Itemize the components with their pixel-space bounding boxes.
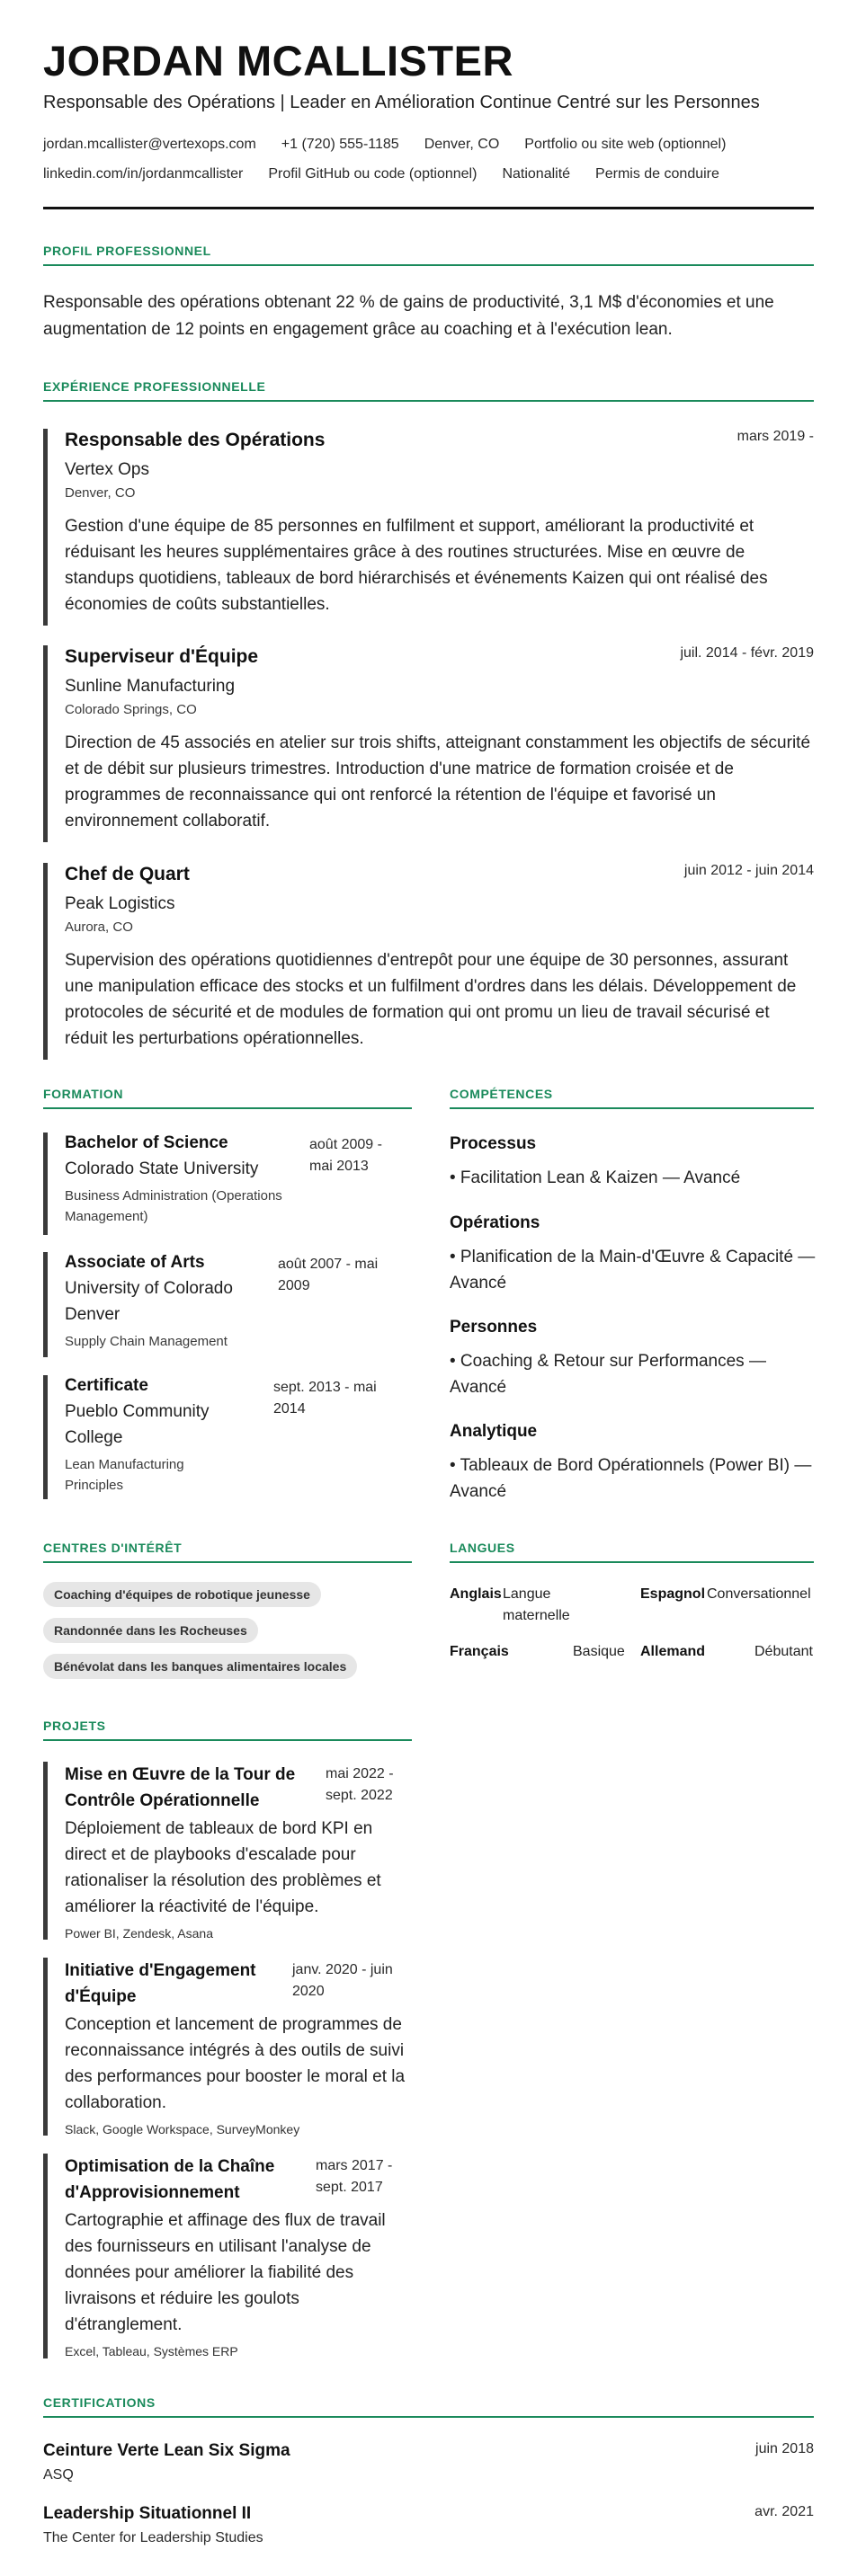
experience-item xyxy=(43,645,814,842)
cert-name: Leadership Situationnel II xyxy=(43,2504,252,2523)
project-title: Optimisation de la Chaîne d'Approvisionnement xyxy=(65,2157,275,2202)
job-description: Direction de 45 associés en atelier sur trois shifts, atteignant constamment les objectifs de sécurité et de débit sur plusieurs trimestres. Introduction d'une matrice de formation croisée et de programmes de reconnaissance qui ont renforcé la rétention de l'équipe et favorisé un environnement collaboratif. xyxy=(65,733,811,831)
project-date: janv. 2020 - juin 2020 xyxy=(292,1962,393,1999)
edu-school: Pueblo Community College xyxy=(65,1402,210,1447)
project-title: Mise en Œuvre de la Tour de Contrôle Opérationnelle xyxy=(65,1765,296,1810)
contact-github[interactable]: Profil GitHub ou code (optionnel) xyxy=(268,166,478,182)
edu-school: University of Colorado Denver xyxy=(65,1279,233,1324)
education-item xyxy=(43,1375,412,1499)
edu-degree: Bachelor of Science xyxy=(65,1133,228,1152)
job-company: Vertex Ops xyxy=(65,460,149,479)
section-title-projects: PROJETS xyxy=(43,1719,106,1733)
language-name: Français xyxy=(450,1644,509,1659)
section-title-summary: PROFIL PROFESSIONNEL xyxy=(43,244,211,258)
job-date: mars 2019 - xyxy=(736,429,814,444)
contact-row-2 xyxy=(43,166,719,182)
experience-item xyxy=(43,429,814,626)
job-date: juil. 2014 - févr. 2019 xyxy=(680,645,814,661)
job-date: juin 2012 - juin 2014 xyxy=(683,863,814,878)
project-description: Cartographie et affinage des flux de travail des fournisseurs en utilisant l'analyse de données pour améliorer la fiabilité des livraisons et réduire les goulots d'étranglement. xyxy=(65,2211,386,2334)
edu-date: août 2007 - mai 2009 xyxy=(278,1257,379,1293)
language-level: Débutant xyxy=(754,1644,813,1659)
project-tech: Power BI, Zendesk, Asana xyxy=(65,1926,213,1941)
section-divider xyxy=(450,1107,814,1109)
language-level: Langue maternelle xyxy=(503,1586,570,1623)
skill-category: Processus xyxy=(450,1134,537,1153)
experience-item xyxy=(43,863,814,1060)
header-divider xyxy=(43,207,814,209)
section-divider xyxy=(43,1739,412,1741)
job-description: Supervision des opérations quotidiennes d'entrepôt pour une équipe de 30 personnes, assurant une manipulation efficace des stocks et un fulfilment d'ordres dans les délais. Développement de protocoles de sécurité et de modules de formation qui ont promu un lieu de travail sécurisé et réduit les perturbations opérationnelles. xyxy=(65,951,797,1048)
contact-location: Denver, CO xyxy=(424,137,500,152)
edu-degree: Associate of Arts xyxy=(65,1253,205,1272)
edu-school: Colorado State University xyxy=(65,1159,259,1178)
job-company: Sunline Manufacturing xyxy=(65,677,236,696)
education-item xyxy=(43,1252,412,1357)
skill-category: Analytique xyxy=(450,1422,538,1441)
cert-issuer: ASQ xyxy=(43,2467,74,2483)
job-title: Responsable des Opérations xyxy=(65,430,326,450)
section-title-education: FORMATION xyxy=(43,1087,124,1101)
project-item xyxy=(43,2154,412,2358)
language-level: Basique xyxy=(573,1644,625,1659)
job-location: Aurora, CO xyxy=(65,919,133,935)
contact-phone[interactable]: +1 (720) 555-1185 xyxy=(281,137,399,152)
interest-tag: Randonnée dans les Rocheuses xyxy=(43,1618,258,1643)
project-item xyxy=(43,1958,412,2136)
contact-row-1 xyxy=(43,137,726,153)
edu-degree: Certificate xyxy=(65,1376,148,1395)
section-divider xyxy=(43,264,814,266)
contact-nationality: Nationalité xyxy=(502,166,571,182)
project-description: Déploiement de tableaux de bord KPI en direct et de playbooks d'escalade pour rationaliser la résolution des problèmes et améliorer la réactivité de l'équipe. xyxy=(65,1819,381,1916)
contact-portfolio[interactable]: Portfolio ou site web (optionnel) xyxy=(524,137,727,152)
section-title-interests: CENTRES D'INTÉRÊT xyxy=(43,1541,183,1555)
project-title: Initiative d'Engagement d'Équipe xyxy=(65,1961,256,2006)
skill-category: Opérations xyxy=(450,1213,540,1232)
section-divider xyxy=(43,2416,814,2418)
interest-tag: Coaching d'équipes de robotique jeunesse xyxy=(43,1582,321,1607)
headline: Responsable des Opérations | Leader en Amélioration Continue Centré sur les Personnes xyxy=(43,93,760,112)
candidate-name: JORDAN MCALLISTER xyxy=(43,37,513,84)
skill-item: • Coaching & Retour sur Performances — Avancé xyxy=(450,1352,766,1397)
education-item xyxy=(43,1133,412,1235)
section-divider xyxy=(43,1561,412,1563)
edu-field: Lean Manufacturing Principles xyxy=(65,1457,184,1493)
project-item xyxy=(43,1762,412,1940)
language-name: Allemand xyxy=(640,1644,706,1659)
section-title-skills: COMPÉTENCES xyxy=(450,1087,553,1101)
project-date: mars 2017 - sept. 2017 xyxy=(316,2158,393,2195)
project-date: mai 2022 - sept. 2022 xyxy=(326,1766,394,1803)
section-divider xyxy=(43,400,814,402)
contact-email[interactable]: jordan.mcallister@vertexops.com xyxy=(43,137,256,152)
edu-date: sept. 2013 - mai 2014 xyxy=(273,1380,377,1417)
project-tech: Slack, Google Workspace, SurveyMonkey xyxy=(65,2122,300,2136)
cert-name: Ceinture Verte Lean Six Sigma xyxy=(43,2441,290,2460)
language-level: Conversationnel xyxy=(707,1586,811,1602)
cert-issuer: The Center for Leadership Studies xyxy=(43,2530,263,2545)
project-description: Conception et lancement de programmes de reconnaissance intégrés à des outils de suivi des performances pour booster le moral et la collaboration. xyxy=(65,2015,406,2112)
skill-item: • Facilitation Lean & Kaizen — Avancé xyxy=(450,1168,741,1187)
contact-linkedin[interactable]: linkedin.com/in/jordanmcallister xyxy=(43,166,244,182)
skill-item: • Tableaux de Bord Opérationnels (Power BI) — Avancé xyxy=(450,1456,812,1501)
project-tech: Excel, Tableau, Systèmes ERP xyxy=(65,2344,238,2358)
job-title: Chef de Quart xyxy=(65,864,190,884)
job-company: Peak Logistics xyxy=(65,894,175,913)
language-name: Anglais xyxy=(450,1586,502,1602)
section-divider xyxy=(450,1561,814,1563)
edu-field: Supply Chain Management xyxy=(65,1334,228,1349)
summary-text: Responsable des opérations obtenant 22 % de gains de productivité, 3,1 M$ d'économies et une augmentation de 12 points en engagement grâce au coaching et à l'exécution lean. xyxy=(43,293,774,339)
cert-date: avr. 2021 xyxy=(754,2504,814,2519)
job-description: Gestion d'une équipe de 85 personnes en fulfilment et support, améliorant la productivité et réduisant les heures supplémentaires grâce à des routines structurées. Mise en œuvre de standups quotidiens, tableaux de bord hiérarchisés et événements Kaizen qui ont réalisé des économies de coûts substantielles. xyxy=(65,517,768,614)
edu-field: Business Administration (Operations Management) xyxy=(65,1188,282,1224)
job-title: Superviseur d'Équipe xyxy=(65,646,259,667)
section-divider xyxy=(43,1107,412,1109)
section-title-experience: EXPÉRIENCE PROFESSIONNELLE xyxy=(43,379,266,394)
section-title-languages: LANGUES xyxy=(450,1541,515,1555)
skill-item: • Planification de la Main-d'Œuvre & Capacité — Avancé xyxy=(450,1248,816,1292)
contact-license: Permis de conduire xyxy=(595,166,719,182)
cert-date: juin 2018 xyxy=(755,2441,814,2456)
job-location: Colorado Springs, CO xyxy=(65,702,197,717)
job-location: Denver, CO xyxy=(65,485,136,501)
section-title-certifications: CERTIFICATIONS xyxy=(43,2395,156,2410)
skill-category: Personnes xyxy=(450,1318,538,1337)
edu-date: août 2009 - mai 2013 xyxy=(309,1137,382,1174)
language-name: Espagnol xyxy=(640,1586,706,1602)
interest-tag: Bénévolat dans les banques alimentaires locales xyxy=(43,1654,357,1679)
